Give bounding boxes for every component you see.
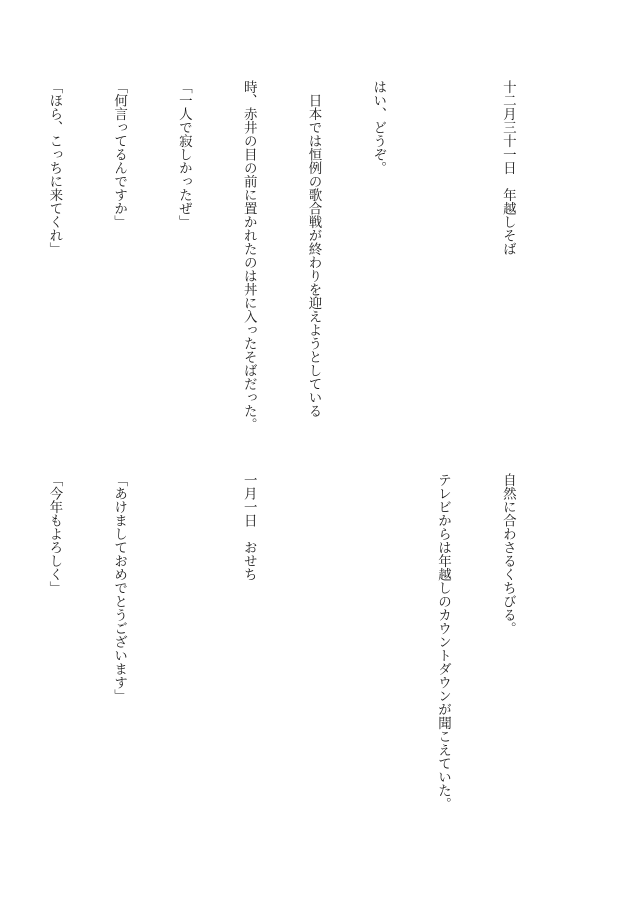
- paragraph-line: 自然に合わさるくちびる。: [499, 473, 516, 635]
- paragraph-line: 「あけましておめでとうございます」: [111, 473, 128, 703]
- section-heading: 十二月三十一日 年越しそば: [499, 80, 516, 256]
- paragraph-line: 「何言ってるんですか」: [111, 80, 128, 229]
- section-new-years-eve: [0, 80, 561, 460]
- paragraph-line: 「ほら、こっちに来てくれ」: [46, 80, 63, 256]
- paragraph-line: 「一人で寂しかったぜ」: [175, 80, 192, 229]
- paragraph-line: テレビからは年越しのカウントダウンが聞こえていた。: [435, 473, 452, 811]
- paragraph-line: はい、どうぞ。: [370, 80, 387, 175]
- heading-spacer: [172, 473, 194, 853]
- section-spacer: [367, 473, 389, 853]
- section-heading: 一月一日 おせち: [240, 473, 257, 581]
- section-spacer: [302, 473, 324, 853]
- paragraph-line: 「今年もよろしく」: [46, 473, 63, 595]
- heading-spacer: [431, 80, 453, 460]
- paragraph-line: 日本では恒例の歌合戦が終わりを迎えようとしている: [305, 80, 322, 418]
- paragraph-line: 時、赤井の目の前に置かれたのは丼に入ったそばだった。: [240, 80, 257, 431]
- section-new-years-day: [0, 473, 561, 853]
